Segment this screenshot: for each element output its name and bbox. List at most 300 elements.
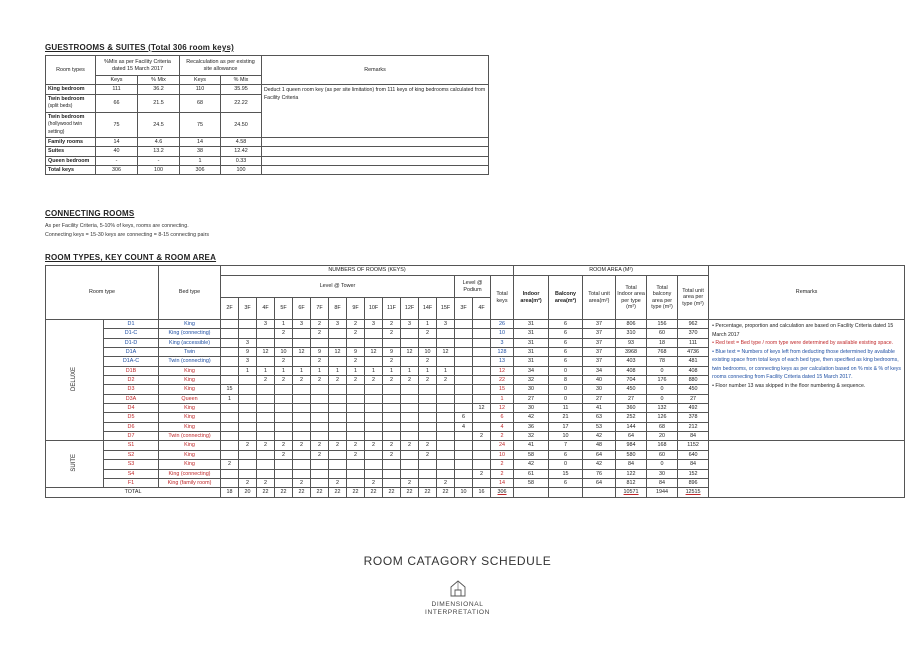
area-value: 984: [616, 441, 647, 450]
total-level: 20: [239, 488, 257, 497]
value-cell: 22.22: [221, 94, 262, 112]
room-code: D1B: [104, 366, 159, 375]
room-code: D1: [104, 320, 159, 329]
remarks-cell: [709, 320, 905, 441]
total-keys: 10: [491, 329, 514, 338]
level-count: [239, 460, 257, 469]
level-count: [257, 404, 275, 413]
area-value: 78: [647, 357, 678, 366]
col-total-keys: Total keys: [491, 276, 514, 320]
area-value: 156: [647, 320, 678, 329]
level-count: 9: [347, 348, 365, 357]
guestrooms-title: GUESTROOMS & SUITES (Total 306 room keys): [45, 43, 234, 52]
level-count: [347, 469, 365, 478]
level-count: [419, 422, 437, 431]
level-count: 12: [329, 348, 347, 357]
total-keys: 3: [491, 338, 514, 347]
level-count: [239, 329, 257, 338]
bed-type: King: [159, 413, 221, 422]
area-value: 48: [583, 441, 616, 450]
level-count: [473, 385, 491, 394]
total-keys: 2: [491, 460, 514, 469]
table-row: [46, 138, 489, 147]
level-count: 2: [329, 376, 347, 385]
level-header: 12F: [401, 298, 419, 320]
level-count: [347, 385, 365, 394]
area-value: 896: [678, 478, 709, 487]
level-count: [293, 432, 311, 441]
col-mix-criteria: %Mix as per Facility Criteria dated 15 March 2017: [96, 56, 180, 76]
col-balcony: Balcony area(m²): [549, 276, 583, 320]
area-value: 53: [583, 422, 616, 431]
level-count: [365, 432, 383, 441]
level-count: [239, 320, 257, 329]
total-keys: 12: [491, 366, 514, 375]
room-code: S3: [104, 460, 159, 469]
level-count: 3: [329, 320, 347, 329]
level-count: 3: [365, 320, 383, 329]
level-count: [401, 357, 419, 366]
level-count: [257, 394, 275, 403]
level-count: [437, 394, 455, 403]
value-cell: -: [138, 156, 180, 165]
area-value: 31: [514, 320, 549, 329]
total-keys: 15: [491, 385, 514, 394]
level-count: [329, 460, 347, 469]
level-count: [239, 432, 257, 441]
level-count: 1: [419, 320, 437, 329]
level-count: [275, 385, 293, 394]
level-count: 2: [311, 329, 329, 338]
bed-type: King: [159, 441, 221, 450]
level-count: 2: [419, 441, 437, 450]
level-count: [239, 385, 257, 394]
area-value: 11: [549, 404, 583, 413]
remark-empty: [262, 165, 489, 174]
level-count: [239, 450, 257, 459]
level-count: 1: [221, 394, 239, 403]
level-count: [329, 329, 347, 338]
level-count: 1: [401, 366, 419, 375]
bed-type: King: [159, 422, 221, 431]
level-count: 12: [401, 348, 419, 357]
total-keys-sum: 306: [491, 488, 514, 497]
bed-type: King: [159, 404, 221, 413]
level-count: [257, 469, 275, 478]
level-count: 2: [347, 441, 365, 450]
level-count: [365, 338, 383, 347]
area-value: 370: [678, 329, 709, 338]
category-suite: [46, 441, 104, 488]
level-header: 11F: [383, 298, 401, 320]
level-count: [383, 394, 401, 403]
total-level: 22: [329, 488, 347, 497]
area-value: 42: [514, 413, 549, 422]
level-count: 2: [311, 320, 329, 329]
level-count: [383, 404, 401, 413]
value-cell: 13.2: [138, 147, 180, 156]
value-cell: 110: [180, 85, 221, 94]
area-value: 310: [616, 329, 647, 338]
level-count: 2: [401, 441, 419, 450]
area-value: 41: [514, 441, 549, 450]
level-count: [221, 469, 239, 478]
level-count: 3: [401, 320, 419, 329]
level-count: 4: [455, 422, 473, 431]
bed-type: King: [159, 385, 221, 394]
col-level-tower: Level @ Tower: [221, 276, 455, 298]
level-count: 2: [239, 441, 257, 450]
area-value: 34: [514, 366, 549, 375]
level-count: 15: [221, 385, 239, 394]
total-keys: 10: [491, 450, 514, 459]
level-count: [329, 422, 347, 431]
level-count: 2: [257, 376, 275, 385]
value-cell: 1: [180, 156, 221, 165]
level-count: [293, 338, 311, 347]
area-value: 492: [678, 404, 709, 413]
col-total-unit: Total unit area(m²): [583, 276, 616, 320]
total-keys: 2: [491, 432, 514, 441]
level-header: 14F: [419, 298, 437, 320]
level-count: [275, 469, 293, 478]
level-count: [455, 366, 473, 375]
bed-type: King: [159, 460, 221, 469]
brand-line-2: INTERPRETATION: [425, 609, 490, 616]
level-count: [239, 469, 257, 478]
area-value: 6: [549, 338, 583, 347]
area-value: 403: [616, 357, 647, 366]
room-code: D6: [104, 422, 159, 431]
level-count: [239, 394, 257, 403]
level-count: [365, 357, 383, 366]
total-level: 22: [365, 488, 383, 497]
col-room-types: Room types: [46, 56, 96, 85]
level-count: 1: [419, 366, 437, 375]
value-cell: 66: [96, 94, 138, 112]
level-header: 15F: [437, 298, 455, 320]
level-count: [437, 422, 455, 431]
level-count: [221, 413, 239, 422]
level-count: [455, 348, 473, 357]
value-cell: 68: [180, 94, 221, 112]
level-count: [275, 478, 293, 487]
level-count: [311, 404, 329, 413]
room-type-cell: [46, 112, 96, 138]
value-cell: 75: [96, 112, 138, 138]
level-count: 2: [347, 320, 365, 329]
area-value: 58: [514, 478, 549, 487]
room-code: D1-D: [104, 338, 159, 347]
level-count: [257, 385, 275, 394]
room-code: F1: [104, 478, 159, 487]
total-label: TOTAL: [46, 488, 221, 497]
area-value: 41: [583, 404, 616, 413]
total-keys: 24: [491, 441, 514, 450]
col-keys: Keys: [180, 76, 221, 85]
col-remarks: Remarks: [709, 266, 905, 320]
level-count: [401, 469, 419, 478]
room-code: S2: [104, 450, 159, 459]
level-count: 2: [383, 320, 401, 329]
level-count: [347, 432, 365, 441]
area-value: 37: [583, 338, 616, 347]
level-header: 4F: [257, 298, 275, 320]
area-value: 806: [616, 320, 647, 329]
value-cell: 111: [96, 85, 138, 94]
col-remarks: Remarks: [262, 56, 489, 85]
level-count: [239, 376, 257, 385]
level-count: 12: [365, 348, 383, 357]
level-count: [437, 338, 455, 347]
total-level: 22: [293, 488, 311, 497]
room-type-cell: [46, 165, 96, 174]
level-count: [437, 404, 455, 413]
level-count: 1: [347, 366, 365, 375]
level-count: [293, 385, 311, 394]
area-value: 64: [583, 450, 616, 459]
area-value: 60: [647, 450, 678, 459]
area-value: 0: [549, 385, 583, 394]
area-value: 6: [549, 357, 583, 366]
level-count: 2: [401, 376, 419, 385]
area-value: 6: [549, 450, 583, 459]
level-count: [221, 357, 239, 366]
level-count: [311, 478, 329, 487]
area-value: 27: [583, 394, 616, 403]
level-count: [455, 404, 473, 413]
level-count: [437, 413, 455, 422]
level-count: 1: [329, 366, 347, 375]
level-count: [383, 478, 401, 487]
value-cell: 36.2: [138, 85, 180, 94]
level-count: [311, 460, 329, 469]
area-value: 126: [647, 413, 678, 422]
total-keys: 14: [491, 478, 514, 487]
level-count: [473, 338, 491, 347]
level-count: [473, 348, 491, 357]
area-value: 30: [647, 469, 678, 478]
total-keys: 6: [491, 413, 514, 422]
level-count: [383, 460, 401, 469]
level-count: [329, 469, 347, 478]
level-count: 9: [383, 348, 401, 357]
area-value: 4736: [678, 348, 709, 357]
level-count: [365, 413, 383, 422]
level-count: [293, 404, 311, 413]
level-count: [293, 450, 311, 459]
level-count: [401, 404, 419, 413]
level-count: [383, 338, 401, 347]
level-count: [275, 422, 293, 431]
level-count: [221, 376, 239, 385]
col-numbers-of-rooms: NUMBERS OF ROOMS (KEYS): [221, 266, 514, 276]
level-count: 2: [275, 329, 293, 338]
area-value: 122: [616, 469, 647, 478]
value-cell: 24.50: [221, 112, 262, 138]
total-level: 22: [347, 488, 365, 497]
remarks-empty: [709, 441, 905, 497]
level-count: 1: [275, 320, 293, 329]
level-count: [221, 450, 239, 459]
level-count: [473, 478, 491, 487]
area-value: 0: [549, 460, 583, 469]
total-level: 22: [311, 488, 329, 497]
remark-empty: [262, 156, 489, 165]
level-count: [437, 432, 455, 441]
level-count: 2: [437, 478, 455, 487]
level-count: [257, 422, 275, 431]
area-value: 6: [549, 478, 583, 487]
level-count: [473, 460, 491, 469]
level-count: 2: [365, 441, 383, 450]
level-count: [401, 460, 419, 469]
col-total-balcony: Total balcony area per type (m²): [647, 276, 678, 320]
area-value: 31: [514, 348, 549, 357]
level-count: [311, 338, 329, 347]
level-count: 2: [275, 441, 293, 450]
level-count: [455, 469, 473, 478]
area-value: 30: [514, 385, 549, 394]
area-value: 152: [678, 469, 709, 478]
area-value: 962: [678, 320, 709, 329]
level-count: 2: [347, 376, 365, 385]
level-header: 6F: [293, 298, 311, 320]
level-count: 2: [275, 357, 293, 366]
level-count: [455, 432, 473, 441]
area-value: 408: [678, 366, 709, 375]
value-cell: 40: [96, 147, 138, 156]
total-keys: 12: [491, 404, 514, 413]
total-level: 16: [473, 488, 491, 497]
area-value: 21: [549, 413, 583, 422]
level-count: 2: [293, 478, 311, 487]
room-type-cell: [46, 94, 96, 112]
level-count: [455, 394, 473, 403]
level-count: 1: [257, 366, 275, 375]
level-count: [221, 338, 239, 347]
guestrooms-table: [45, 55, 489, 175]
level-count: [365, 329, 383, 338]
level-count: [419, 469, 437, 478]
area-value: 32: [514, 376, 549, 385]
level-count: 2: [419, 376, 437, 385]
level-count: 2: [383, 329, 401, 338]
blank: [514, 488, 549, 497]
room-schedule-table: [45, 265, 905, 498]
bed-type: King: [159, 450, 221, 459]
area-value: 31: [514, 338, 549, 347]
schedule-title: ROOM CATAGORY SCHEDULE: [363, 554, 552, 568]
total-level: 22: [437, 488, 455, 497]
level-count: 2: [347, 357, 365, 366]
house-outline-icon: [448, 578, 468, 598]
room-code: D4: [104, 404, 159, 413]
bed-type: King (connecting): [159, 329, 221, 338]
level-count: [239, 404, 257, 413]
area-value: 768: [647, 348, 678, 357]
level-count: 2: [311, 376, 329, 385]
level-count: [401, 413, 419, 422]
level-count: [473, 329, 491, 338]
level-header: 8F: [329, 298, 347, 320]
area-value: 20: [647, 432, 678, 441]
area-value: 704: [616, 376, 647, 385]
area-value: 64: [583, 478, 616, 487]
area-value: 32: [514, 432, 549, 441]
level-count: [275, 404, 293, 413]
area-value: 3968: [616, 348, 647, 357]
level-count: [455, 329, 473, 338]
area-value: 450: [616, 385, 647, 394]
total-level: 22: [257, 488, 275, 497]
area-value: 144: [616, 422, 647, 431]
room-type-name: Twin bedroom: [48, 95, 85, 102]
room-code: D7: [104, 432, 159, 441]
room-types-title: ROOM TYPES, KEY COUNT & ROOM AREA: [45, 253, 217, 262]
room-code: D1A-C: [104, 357, 159, 366]
room-type-sub: (split beds): [48, 103, 73, 110]
level-count: 2: [365, 376, 383, 385]
level-count: [365, 394, 383, 403]
level-count: [221, 366, 239, 375]
level-count: [293, 357, 311, 366]
room-code: D3A: [104, 394, 159, 403]
value-cell: 14: [96, 138, 138, 147]
area-value: 61: [514, 469, 549, 478]
level-count: 3: [437, 320, 455, 329]
total-keys: 22: [491, 376, 514, 385]
blank: [583, 488, 616, 497]
area-value: 68: [647, 422, 678, 431]
level-count: [221, 404, 239, 413]
level-count: 3: [257, 320, 275, 329]
level-count: 2: [383, 376, 401, 385]
level-count: [455, 320, 473, 329]
bed-type: King: [159, 366, 221, 375]
area-value: 40: [583, 376, 616, 385]
level-count: [293, 394, 311, 403]
area-value: 42: [583, 432, 616, 441]
level-count: [347, 460, 365, 469]
level-count: [293, 413, 311, 422]
level-count: [239, 413, 257, 422]
level-count: [419, 404, 437, 413]
value-cell: 100: [138, 165, 180, 174]
value-cell: 12.42: [221, 147, 262, 156]
total-level: 22: [419, 488, 437, 497]
level-count: [437, 441, 455, 450]
area-value: 812: [616, 478, 647, 487]
level-count: [311, 385, 329, 394]
remark-item: • Floor number 13 was skipped in the floor numbering & sequence.: [712, 382, 866, 389]
level-count: [347, 422, 365, 431]
level-header: 4F: [473, 298, 491, 320]
area-value: 580: [616, 450, 647, 459]
col-total-unit-area: Total unit area per type (m²): [678, 276, 709, 320]
level-count: 9: [239, 348, 257, 357]
area-value: 30: [514, 404, 549, 413]
level-count: [275, 413, 293, 422]
level-count: [365, 450, 383, 459]
level-count: 1: [365, 366, 383, 375]
level-count: [437, 329, 455, 338]
value-cell: 0.33: [221, 156, 262, 165]
level-count: 1: [437, 366, 455, 375]
level-count: [473, 320, 491, 329]
area-value: 31: [514, 357, 549, 366]
level-count: [347, 413, 365, 422]
